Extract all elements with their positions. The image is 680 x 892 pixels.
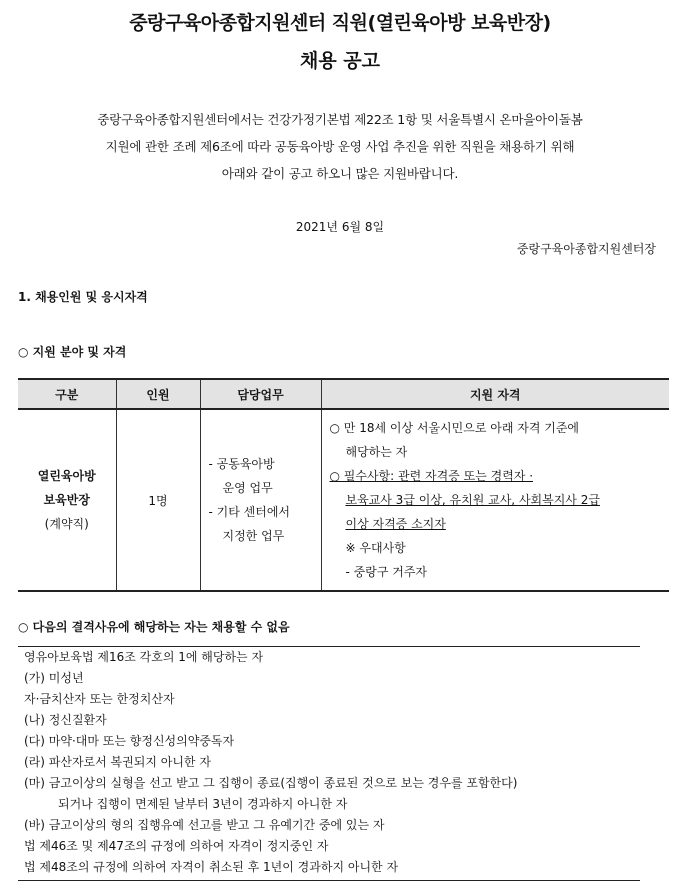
intro-line: 아래와 같이 공고 하오니 많은 지원바랍니다. xyxy=(221,166,459,181)
header-qualification: 지원 자격 xyxy=(321,379,669,409)
intro-line: 중랑구육아종합지원센터에서는 건강가정기본법 제22조 1항 및 서울특별시 온마을아이돌봄 xyxy=(97,112,583,127)
list-item: (바) 금고이상의 형의 집행유예 선고를 받고 그 유예기간 중에 있는 자 xyxy=(24,818,385,832)
page-title: 중랑구육아종합지원센터 직원(열린육아방 보육반장) xyxy=(129,12,551,34)
list-item: 영유아보육법 제16조 각호의 1에 해당하는 자 xyxy=(24,650,264,664)
list-item: 법 제46조 및 제47조의 규정에 의하여 자격이 정지중인 자 xyxy=(24,839,329,853)
duty-line: 운영 업무 xyxy=(222,481,273,495)
list-item: 자·금치산자 또는 한정치산자 xyxy=(24,692,175,706)
list-item: (다) 마약·대마 또는 향정신성의약중독자 xyxy=(24,734,235,748)
header-duty: 담당업무 xyxy=(200,379,321,409)
intro-paragraph xyxy=(30,106,650,187)
req-line: 해당하는 자 xyxy=(345,445,408,459)
field-name: 열린육아방 xyxy=(37,469,96,483)
req-line: 보육교사 3급 이상, 유치원 교사, 사회복지사 2급 xyxy=(345,493,600,507)
announcement-date: 2021년 6월 8일 xyxy=(295,220,385,234)
intro-line: 지원에 관한 조례 제6조에 따라 공동육아방 운영 사업 추진을 위한 직원을 채용하기 위해 xyxy=(105,139,575,154)
list-item: (나) 정신질환자 xyxy=(24,713,107,727)
list-item: 법 제48조의 규정에 의하여 자격이 취소된 후 1년이 경과하지 아니한 자 xyxy=(24,860,399,874)
qualification-table xyxy=(18,378,669,592)
req-line: ○ 만 18세 이상 서울시민으로 아래 자격 기준에 xyxy=(329,421,580,435)
duty-line: 지정한 업무 xyxy=(222,529,285,543)
req-line: 이상 자격증 소지자 xyxy=(345,517,446,531)
section-heading-field: ○ 지원 분야 및 자격 xyxy=(18,345,127,359)
header-category: 구분 xyxy=(18,379,116,409)
list-item: (라) 파산자로서 복권되지 아니한 자 xyxy=(24,755,211,769)
duty-line: - 기타 센터에서 xyxy=(208,505,291,519)
req-line: - 중랑구 거주자 xyxy=(345,565,428,579)
table-row xyxy=(18,409,669,591)
req-line: ※ 우대사항 xyxy=(345,541,406,555)
header-count: 인원 xyxy=(116,379,200,409)
cell-qualification xyxy=(321,409,669,591)
issuer-name: 중랑구육아종합지원센터장 xyxy=(516,242,656,256)
disqualification-box xyxy=(18,646,640,881)
table-header-row xyxy=(18,379,669,409)
req-line: ○ 필수사항: 관련 자격증 또는 경력자 · xyxy=(329,469,534,483)
list-item: 되거나 집행이 면제된 날부터 3년이 경과하지 아니한 자 xyxy=(58,797,348,811)
cell-count: 1명 xyxy=(116,409,200,591)
section-heading-recruitment: 1. 채용인원 및 응시자격 xyxy=(18,290,148,304)
page-subtitle: 채용 공고 xyxy=(299,50,381,72)
list-item: (가) 미성년 xyxy=(24,671,84,685)
cell-duty xyxy=(200,409,321,591)
list-item: (마) 금고이상의 실형을 선고 받고 그 집행이 종료(집행이 종료된 것으로 보는 경우를 포함한다) xyxy=(24,776,518,790)
field-role: 보육반장 xyxy=(43,493,90,507)
cell-field xyxy=(18,409,116,591)
duty-line: - 공동육아방 xyxy=(208,457,275,471)
field-contract: (계약직) xyxy=(44,517,89,531)
section-heading-disqualification: ○ 다음의 결격사유에 해당하는 자는 채용할 수 없음 xyxy=(18,620,290,634)
